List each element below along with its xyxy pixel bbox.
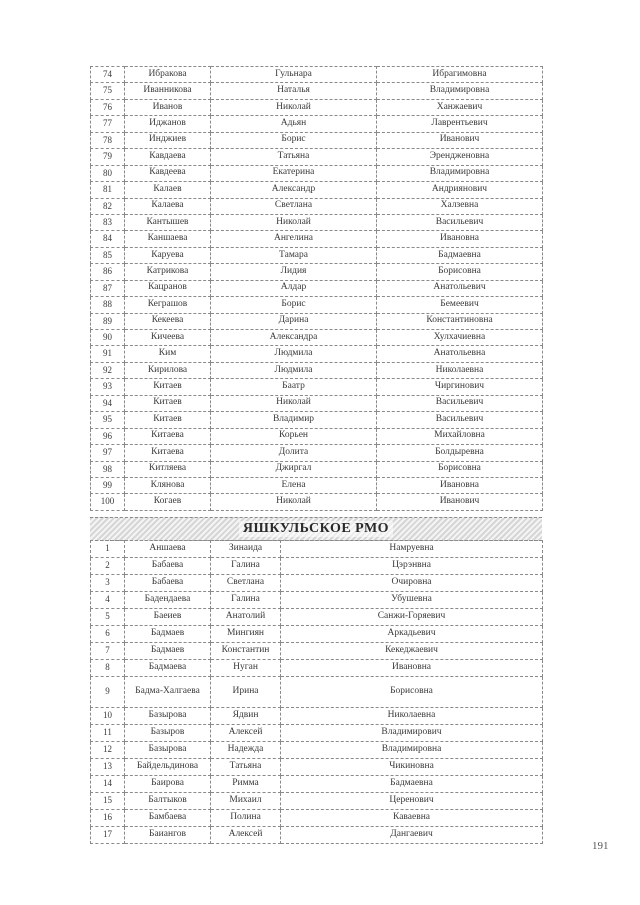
surname-cell: Бабаева — [125, 558, 211, 575]
surname-cell: Аншаева — [125, 541, 211, 558]
given-name-cell: Адьян — [211, 116, 377, 132]
table-row — [91, 660, 543, 677]
given-name-cell: Алексей — [211, 725, 281, 742]
table-row — [91, 412, 543, 428]
row-number: 15 — [91, 793, 125, 810]
patronymic-cell: Иванович — [377, 494, 543, 510]
surname-cell: Бадмаев — [125, 626, 211, 643]
given-name-cell: Нуган — [211, 660, 281, 677]
given-name-cell: Надежда — [211, 742, 281, 759]
table-row — [91, 362, 543, 378]
patronymic-cell: Чикиновна — [281, 759, 543, 776]
row-number: 3 — [91, 575, 125, 592]
row-number: 83 — [91, 214, 125, 230]
surname-cell: Китаев — [125, 412, 211, 428]
surname-cell: Каруева — [125, 247, 211, 263]
given-name-cell: Борис — [211, 297, 377, 313]
surname-cell: Катрикова — [125, 264, 211, 280]
patronymic-cell: Каваевна — [281, 810, 543, 827]
surname-cell: Кавдеева — [125, 165, 211, 181]
row-number: 88 — [91, 297, 125, 313]
table-row — [91, 708, 543, 725]
patronymic-cell: Анатольевич — [377, 280, 543, 296]
table-row — [91, 297, 543, 313]
table-row — [91, 231, 543, 247]
row-number: 86 — [91, 264, 125, 280]
patronymic-cell: Анатольевна — [377, 346, 543, 362]
surname-cell: Кирилова — [125, 362, 211, 378]
surname-cell: Ким — [125, 346, 211, 362]
surname-cell: Кеграшов — [125, 297, 211, 313]
given-name-cell: Анатолий — [211, 609, 281, 626]
patronymic-cell: Лаврентьевич — [377, 116, 543, 132]
given-name-cell: Галина — [211, 558, 281, 575]
section-header — [90, 517, 542, 541]
table-row — [91, 214, 543, 230]
table-row — [91, 264, 543, 280]
surname-cell: Бадмаев — [125, 643, 211, 660]
row-number: 1 — [91, 541, 125, 558]
patronymic-cell: Ивановна — [377, 477, 543, 493]
patronymic-cell: Николаевна — [281, 708, 543, 725]
given-name-cell: Борис — [211, 132, 377, 148]
table-row — [91, 395, 543, 411]
surname-cell: Базыров — [125, 725, 211, 742]
surname-cell: Калаев — [125, 182, 211, 198]
patronymic-cell: Васильевич — [377, 395, 543, 411]
table-row — [91, 626, 543, 643]
given-name-cell: Мингиян — [211, 626, 281, 643]
table-row — [91, 428, 543, 444]
row-number: 91 — [91, 346, 125, 362]
given-name-cell: Владимир — [211, 412, 377, 428]
names-table-lower — [90, 540, 543, 844]
row-number: 4 — [91, 592, 125, 609]
surname-cell: Иджанов — [125, 116, 211, 132]
table-row — [91, 379, 543, 395]
surname-cell: Бадма-Халгаева — [125, 677, 211, 708]
patronymic-cell: Ивановна — [281, 660, 543, 677]
given-name-cell: Александр — [211, 182, 377, 198]
patronymic-cell: Намруевна — [281, 541, 543, 558]
row-number: 8 — [91, 660, 125, 677]
surname-cell: Бадендаева — [125, 592, 211, 609]
given-name-cell: Татьяна — [211, 149, 377, 165]
surname-cell: Баеиев — [125, 609, 211, 626]
names-table-upper — [90, 66, 543, 511]
row-number: 80 — [91, 165, 125, 181]
surname-cell: Иванникова — [125, 83, 211, 99]
patronymic-cell: Халзевна — [377, 198, 543, 214]
table-row — [91, 592, 543, 609]
row-number: 13 — [91, 759, 125, 776]
table-row — [91, 477, 543, 493]
surname-cell: Китляева — [125, 461, 211, 477]
surname-cell: Базырова — [125, 742, 211, 759]
given-name-cell: Гульнара — [211, 67, 377, 83]
section-title: ЯШКУЛЬСКОЕ РМО — [239, 521, 393, 537]
row-number: 12 — [91, 742, 125, 759]
table-row — [91, 132, 543, 148]
row-number: 89 — [91, 313, 125, 329]
table-row — [91, 494, 543, 510]
row-number: 16 — [91, 810, 125, 827]
row-number: 93 — [91, 379, 125, 395]
surname-cell: Китаев — [125, 395, 211, 411]
given-name-cell: Джиргал — [211, 461, 377, 477]
table-row — [91, 313, 543, 329]
table-row — [91, 677, 543, 708]
surname-cell: Бамбаева — [125, 810, 211, 827]
given-name-cell: Корьен — [211, 428, 377, 444]
table-row — [91, 827, 543, 844]
patronymic-cell: Ханжаевич — [377, 99, 543, 115]
row-number: 100 — [91, 494, 125, 510]
given-name-cell: Николай — [211, 214, 377, 230]
patronymic-cell: Иванович — [377, 132, 543, 148]
surname-cell: Когаев — [125, 494, 211, 510]
patronymic-cell: Борисовна — [377, 264, 543, 280]
surname-cell: Иванов — [125, 99, 211, 115]
surname-cell: Кичеева — [125, 330, 211, 346]
table-row — [91, 759, 543, 776]
patronymic-cell: Аркадьевич — [281, 626, 543, 643]
table-row — [91, 330, 543, 346]
table-row — [91, 67, 543, 83]
patronymic-cell: Эрендженовна — [377, 149, 543, 165]
patronymic-cell: Хулхачиевна — [377, 330, 543, 346]
surname-cell: Китаев — [125, 379, 211, 395]
given-name-cell: Полина — [211, 810, 281, 827]
given-name-cell: Тамара — [211, 247, 377, 263]
row-number: 79 — [91, 149, 125, 165]
row-number: 87 — [91, 280, 125, 296]
patronymic-cell: Борисовна — [281, 677, 543, 708]
row-number: 94 — [91, 395, 125, 411]
page-number: 191 — [592, 840, 609, 852]
table-row — [91, 198, 543, 214]
given-name-cell: Светлана — [211, 575, 281, 592]
patronymic-cell: Владимирович — [281, 725, 543, 742]
table-row — [91, 149, 543, 165]
given-name-cell: Екатерина — [211, 165, 377, 181]
patronymic-cell: Бадмаевна — [281, 776, 543, 793]
surname-cell: Китаева — [125, 428, 211, 444]
patronymic-cell: Очировна — [281, 575, 543, 592]
given-name-cell: Александра — [211, 330, 377, 346]
given-name-cell: Наталья — [211, 83, 377, 99]
row-number: 7 — [91, 643, 125, 660]
row-number: 5 — [91, 609, 125, 626]
row-number: 96 — [91, 428, 125, 444]
given-name-cell: Елена — [211, 477, 377, 493]
row-number: 90 — [91, 330, 125, 346]
given-name-cell: Николай — [211, 99, 377, 115]
patronymic-cell: Бемеевич — [377, 297, 543, 313]
given-name-cell: Баатр — [211, 379, 377, 395]
table-row — [91, 461, 543, 477]
patronymic-cell: Церенович — [281, 793, 543, 810]
row-number: 95 — [91, 412, 125, 428]
given-name-cell: Светлана — [211, 198, 377, 214]
patronymic-cell: Андриянович — [377, 182, 543, 198]
patronymic-cell: Ибрагимовна — [377, 67, 543, 83]
surname-cell: Баиангов — [125, 827, 211, 844]
given-name-cell: Ирина — [211, 677, 281, 708]
table-row — [91, 165, 543, 181]
row-number: 97 — [91, 445, 125, 461]
surname-cell: Байдельдинова — [125, 759, 211, 776]
given-name-cell: Алексей — [211, 827, 281, 844]
patronymic-cell: Убушевна — [281, 592, 543, 609]
patronymic-cell: Владимировна — [377, 83, 543, 99]
table-row — [91, 99, 543, 115]
surname-cell: Ибракова — [125, 67, 211, 83]
patronymic-cell: Васильевич — [377, 412, 543, 428]
given-name-cell: Константин — [211, 643, 281, 660]
table-row — [91, 280, 543, 296]
surname-cell: Кантышев — [125, 214, 211, 230]
row-number: 6 — [91, 626, 125, 643]
row-number: 78 — [91, 132, 125, 148]
patronymic-cell: Николаевна — [377, 362, 543, 378]
surname-cell: Бабаева — [125, 575, 211, 592]
surname-cell: Калаева — [125, 198, 211, 214]
patronymic-cell: Константиновна — [377, 313, 543, 329]
patronymic-cell: Дангаевич — [281, 827, 543, 844]
table-row — [91, 776, 543, 793]
given-name-cell: Галина — [211, 592, 281, 609]
row-number: 77 — [91, 116, 125, 132]
table-row — [91, 793, 543, 810]
patronymic-cell: Болдыревна — [377, 445, 543, 461]
row-number: 75 — [91, 83, 125, 99]
table-row — [91, 445, 543, 461]
surname-cell: Кекеева — [125, 313, 211, 329]
patronymic-cell: Ивановна — [377, 231, 543, 247]
row-number: 92 — [91, 362, 125, 378]
table-row — [91, 810, 543, 827]
surname-cell: Китаева — [125, 445, 211, 461]
given-name-cell: Римма — [211, 776, 281, 793]
table-row — [91, 346, 543, 362]
row-number: 9 — [91, 677, 125, 708]
patronymic-cell: Кекеджаевич — [281, 643, 543, 660]
row-number: 10 — [91, 708, 125, 725]
given-name-cell: Ангелина — [211, 231, 377, 247]
patronymic-cell: Чиргинович — [377, 379, 543, 395]
row-number: 14 — [91, 776, 125, 793]
given-name-cell: Алдар — [211, 280, 377, 296]
surname-cell: Бадмаева — [125, 660, 211, 677]
given-name-cell: Ядвин — [211, 708, 281, 725]
table-row — [91, 575, 543, 592]
surname-cell: Клянова — [125, 477, 211, 493]
given-name-cell: Николай — [211, 395, 377, 411]
patronymic-cell: Владимировна — [377, 165, 543, 181]
table-row — [91, 558, 543, 575]
table-row — [91, 541, 543, 558]
row-number: 98 — [91, 461, 125, 477]
table-row — [91, 725, 543, 742]
table-row — [91, 182, 543, 198]
row-number: 17 — [91, 827, 125, 844]
row-number: 11 — [91, 725, 125, 742]
patronymic-cell: Васильевич — [377, 214, 543, 230]
surname-cell: Каншаева — [125, 231, 211, 247]
row-number: 85 — [91, 247, 125, 263]
row-number: 81 — [91, 182, 125, 198]
surname-cell: Базырова — [125, 708, 211, 725]
patronymic-cell: Цэрэнвна — [281, 558, 543, 575]
given-name-cell: Дарина — [211, 313, 377, 329]
given-name-cell: Лидия — [211, 264, 377, 280]
table-row — [91, 247, 543, 263]
patronymic-cell: Санжи-Горяевич — [281, 609, 543, 626]
table-row — [91, 742, 543, 759]
surname-cell: Кавдаева — [125, 149, 211, 165]
row-number: 74 — [91, 67, 125, 83]
table-row — [91, 609, 543, 626]
given-name-cell: Николай — [211, 494, 377, 510]
surname-cell: Инджиев — [125, 132, 211, 148]
row-number: 82 — [91, 198, 125, 214]
given-name-cell: Михаил — [211, 793, 281, 810]
given-name-cell: Татьяна — [211, 759, 281, 776]
patronymic-cell: Михайловна — [377, 428, 543, 444]
patronymic-cell: Борисовна — [377, 461, 543, 477]
given-name-cell: Людмила — [211, 362, 377, 378]
patronymic-cell: Бадмаевна — [377, 247, 543, 263]
surname-cell: Баирова — [125, 776, 211, 793]
row-number: 99 — [91, 477, 125, 493]
patronymic-cell: Владимировна — [281, 742, 543, 759]
given-name-cell: Зинаида — [211, 541, 281, 558]
table-row — [91, 116, 543, 132]
given-name-cell: Долита — [211, 445, 377, 461]
surname-cell: Кацранов — [125, 280, 211, 296]
row-number: 84 — [91, 231, 125, 247]
surname-cell: Балтыков — [125, 793, 211, 810]
given-name-cell: Людмила — [211, 346, 377, 362]
table-row — [91, 83, 543, 99]
row-number: 76 — [91, 99, 125, 115]
row-number: 2 — [91, 558, 125, 575]
table-row — [91, 643, 543, 660]
